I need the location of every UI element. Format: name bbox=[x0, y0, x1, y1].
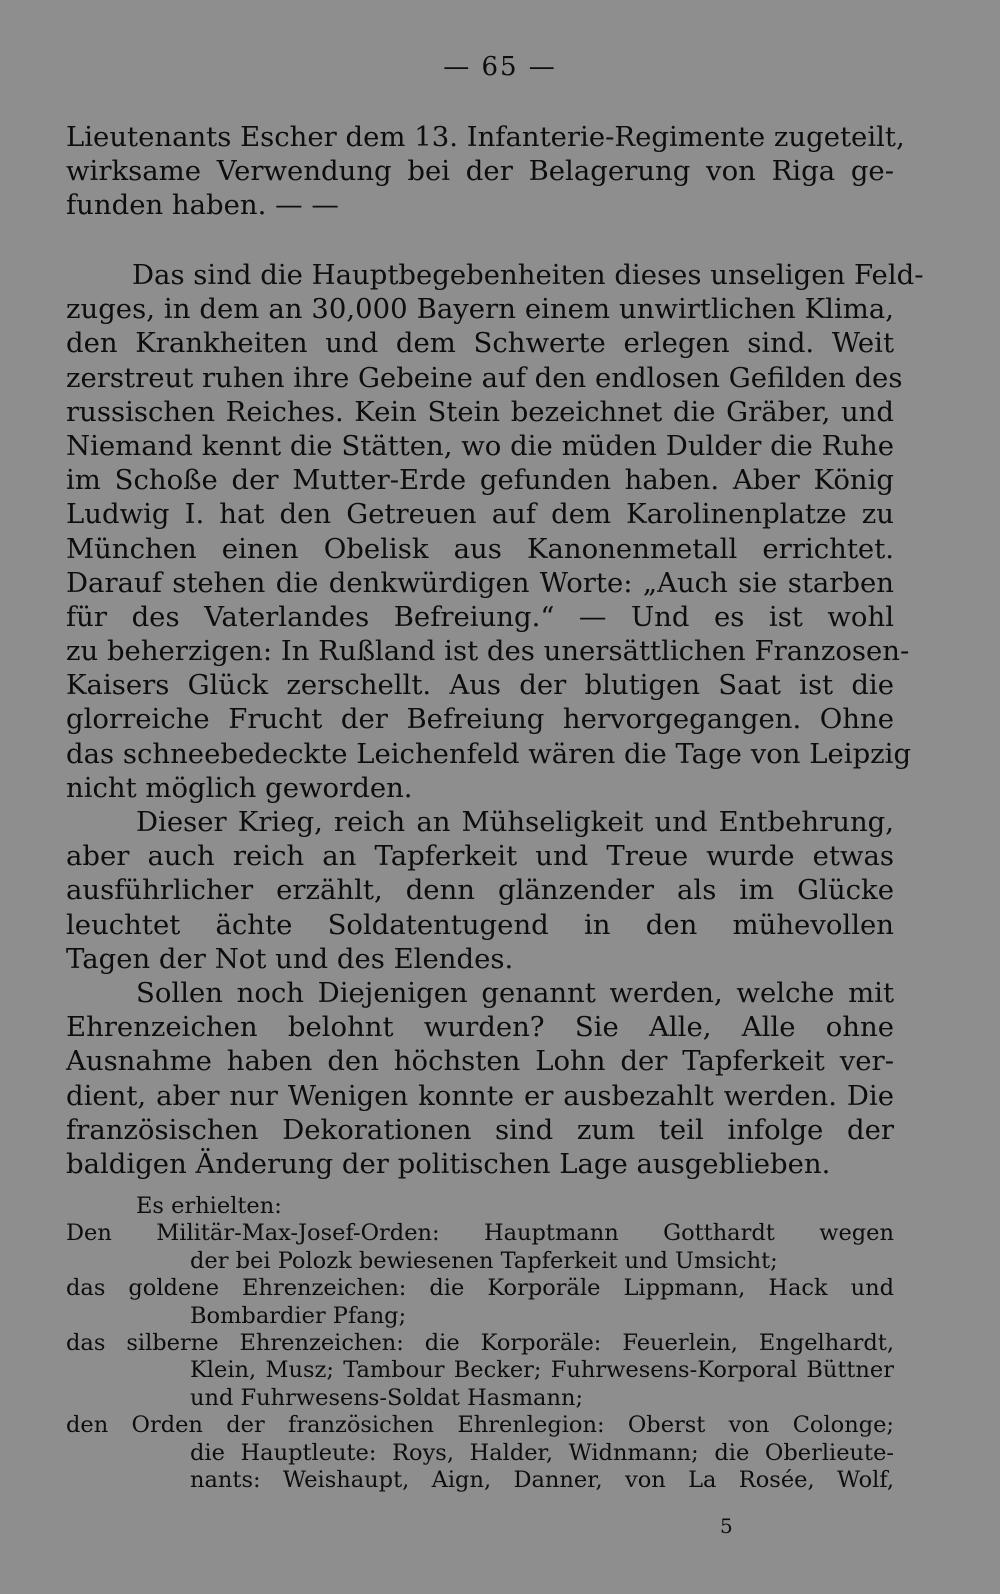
awards-intro: Es erhielten: bbox=[136, 1193, 282, 1219]
text-line: den Krankheiten und dem Schwerte erlegen sind. Weit bbox=[66, 327, 894, 360]
text-line: Ludwig I. hat den Getreuen auf dem Karolinenplatze zu bbox=[66, 498, 894, 531]
award-line: nants: Weishaupt, Aign, Danner, von La Rosée, Wolf, bbox=[190, 1466, 894, 1493]
main-text bbox=[66, 258, 924, 1181]
text-line: das schneebedeckte Leichenfeld wären die Tage von Leipzig bbox=[66, 737, 912, 770]
text-line: zuges, in dem an 30,000 Bayern einem unwirtlichen Klima, bbox=[66, 293, 894, 326]
award-line: den Orden der französichen Ehrenlegion: Oberst von Colonge; bbox=[66, 1412, 894, 1439]
text-line: französischen Dekorationen sind zum teil infolge der bbox=[66, 1113, 894, 1146]
award-line: Den Militär-Max-Josef-Orden: Hauptmann Gotthardt wegen bbox=[66, 1220, 894, 1247]
award-line: Klein, Musz; Tambour Becker; Fuhrwesens-Korporal Büttner bbox=[190, 1357, 894, 1384]
award-line: die Hauptleute: Roys, Halder, Widnmann; die Oberlieute- bbox=[190, 1439, 894, 1466]
text-line: im Schoße der Mutter-Erde gefunden haben. Aber König bbox=[66, 464, 894, 497]
text-line: Niemand kennt die Stätten, wo die müden Dulder die Ruhe bbox=[66, 429, 894, 462]
award-line: Bombardier Pfang; bbox=[190, 1302, 407, 1329]
text-line: ausführlicher erzählt, denn glänzender als im Glücke bbox=[66, 874, 894, 907]
text-line: Ausnahme haben den höchsten Lohn der Tapferkeit ver- bbox=[66, 1045, 894, 1078]
text-line: Kaisers Glück zerschellt. Aus der blutigen Saat ist die bbox=[66, 669, 894, 702]
text-line: nicht möglich geworden. bbox=[66, 771, 413, 804]
continuation-paragraph bbox=[66, 120, 905, 223]
text-line: aber auch reich an Tapferkeit und Treue wurde etwas bbox=[66, 840, 894, 873]
text-line: baldigen Änderung der politischen Lage ausgeblieben. bbox=[66, 1147, 831, 1180]
text-line: zerstreut ruhen ihre Gebeine auf den endlosen Gefilden des bbox=[66, 361, 903, 394]
text-line: wirksame Verwendung bei der Belagerung von Riga ge- bbox=[66, 155, 894, 188]
text-line: Ehrenzeichen belohnt wurden? Sie Alle, Alle ohne bbox=[66, 1011, 894, 1044]
text-line: zu beherzigen: In Rußland ist des unersättlichen Franzosen- bbox=[66, 635, 910, 668]
page-number: — 65 — bbox=[443, 52, 557, 82]
award-line: und Fuhrwesens-Soldat Hasmann; bbox=[190, 1384, 584, 1411]
text-line: Das sind die Hauptbegebenheiten dieses unseligen Feld- bbox=[132, 259, 924, 291]
text-line: Tagen der Not und des Elendes. bbox=[66, 942, 514, 975]
text-line: München einen Obelisk aus Kanonenmetall errichtet. bbox=[66, 532, 894, 565]
award-line: das silberne Ehrenzeichen: die Korporäle: Feuerlein, Engelhardt, bbox=[66, 1329, 894, 1356]
text-line: Darauf stehen die denkwürdigen Worte: „Auch sie starben bbox=[66, 566, 894, 599]
text-line: russischen Reiches. Kein Stein bezeichnet die Gräber, und bbox=[66, 395, 894, 428]
text-line: dient, aber nur Wenigen konnte er ausbezahlt werden. Die bbox=[66, 1079, 894, 1112]
text-line: Sollen noch Diejenigen genannt werden, welche mit bbox=[136, 976, 894, 1009]
text-line: Lieutenants Escher dem 13. Infanterie-Regimente zugeteilt, bbox=[66, 121, 905, 153]
awards-list bbox=[66, 1193, 894, 1494]
award-line: das goldene Ehrenzeichen: die Korporäle Lippmann, Hack und bbox=[66, 1275, 894, 1302]
award-line: der bei Polozk bewiesenen Tapferkeit und Umsicht; bbox=[190, 1247, 778, 1274]
text-line: funden haben. — — bbox=[66, 189, 339, 222]
text-line: für des Vaterlandes Befreiung.“ — Und es ist wohl bbox=[66, 600, 894, 633]
text-line: glorreiche Frucht der Befreiung hervorgegangen. Ohne bbox=[66, 703, 894, 736]
text-line: Dieser Krieg, reich an Mühseligkeit und Entbehrung, bbox=[136, 806, 894, 838]
text-line: leuchtet ächte Soldatentugend in den mühevollen bbox=[66, 908, 894, 941]
signature-mark: 5 bbox=[720, 1514, 733, 1538]
